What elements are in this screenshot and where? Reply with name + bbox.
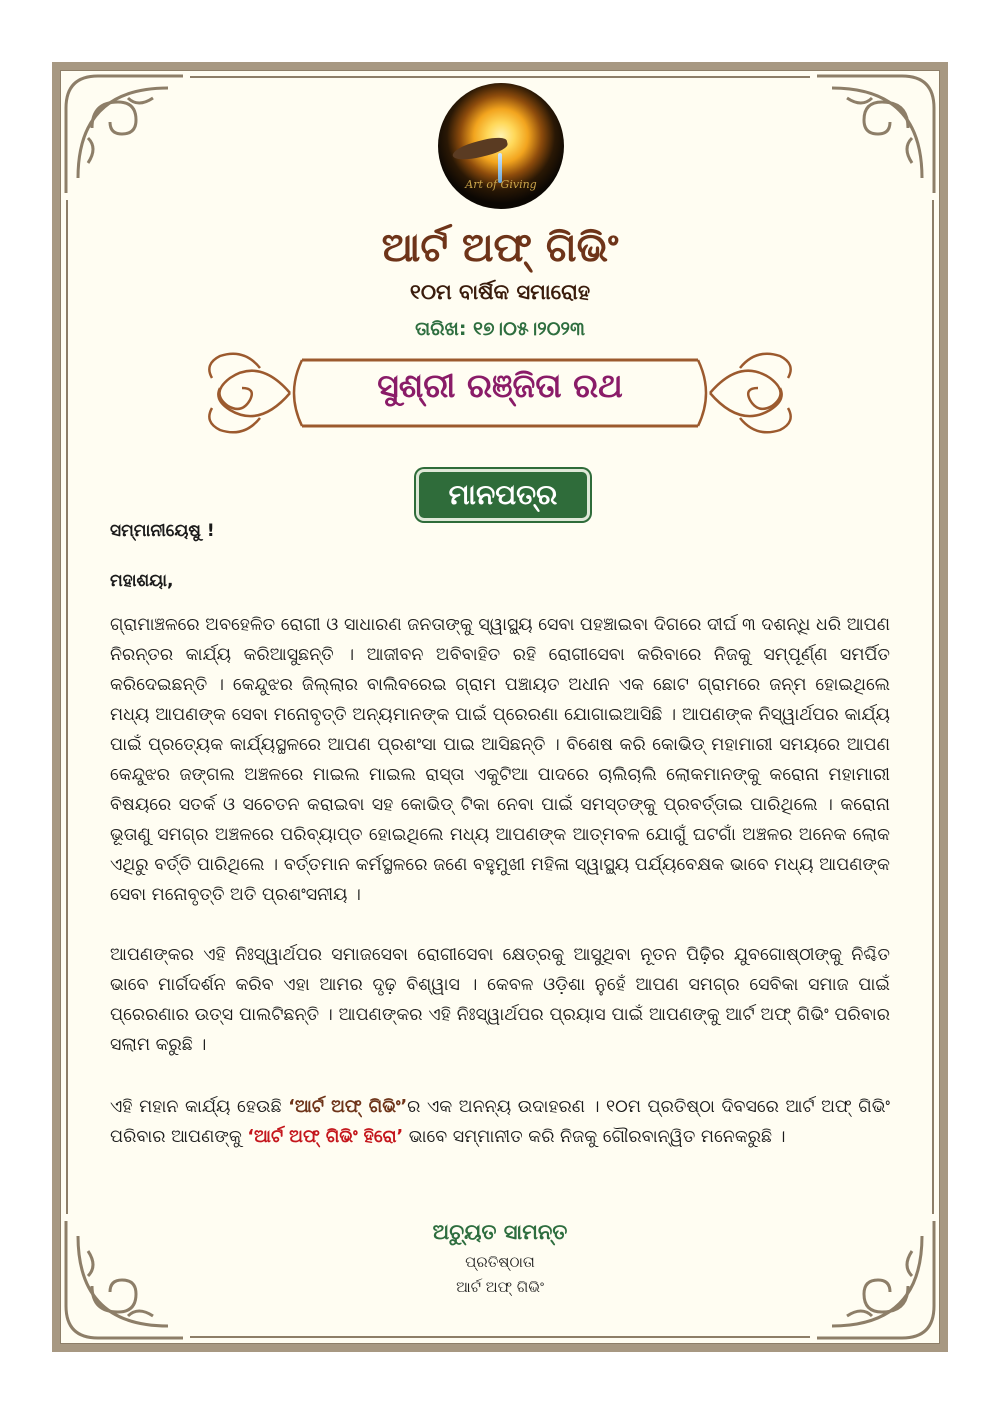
address-line: ମହାଶୟା,: [110, 571, 174, 591]
corner-ornament-top-left: [58, 68, 188, 198]
recipient-name: ସୁଶ୍ରୀ ରଞ୍ଜିତା ରଥ: [377, 366, 623, 405]
paragraph-3-part-2: ର ଏକ ଅନନ୍ୟ ଉଦାହରଣ । ୧୦ମ ପ୍ରତିଷ୍ଠା ଦିବସରେ ଆର୍ଟ ଅଫ୍ ଗିଭିଂ ପରିବାର ଆପଣଙ୍କୁ: [110, 1097, 890, 1147]
logo-text: Art of Giving: [465, 178, 537, 191]
frame-line-bottom: [190, 1336, 810, 1338]
paragraph-2: ଆପଣଙ୍କର ଏହି ନିଃସ୍ୱାର୍ଥପର ସମାଜସେବା ରୋଗୀସେବା କ୍ଷେତ୍ରକୁ ଆସୁଥିବା ନୂତନ ପିଢ଼ିର ଯୁବଗୋଷ୍ଠୀଙ୍କୁ ନିଶ୍ଚିତ ଭାବେ ମାର୍ଗଦର୍ଶନ କରିବ ଏହା ଆମର ଦୃଢ଼ ବିଶ୍ୱାସ । କେବଳ ଓଡ଼ିଶା ନୁହେଁ ଆପଣ ସମଗ୍ର ସେବିକା ସମାଜ ପାଇଁ ପ୍ରେରଣାର ଉତ୍ସ ପାଲଟିଛନ୍ତି । ଆପଣଙ୍କର ଏହି ନିଃସ୍ୱାର୍ଥପର ପ୍ରୟାସ ପାଇଁ ଆପଣଙ୍କୁ ଆର୍ଟ ଅଫ୍ ଗିଭିଂ ପରିବାର ସଲାମ କରୁଛି ।: [110, 945, 890, 1055]
signatory-organization: ଆର୍ଟ ଅଫ୍ ଗିଭିଂ: [456, 1278, 544, 1296]
certificate-badge: ମାନପତ୍ର: [416, 469, 590, 521]
event-subtitle: ୧୦ମ ବାର୍ଷିକ ସମାରୋହ: [409, 280, 591, 304]
signatory-name: ଅଚ୍ୟୁତ ସାମନ୍ତ: [432, 1220, 568, 1244]
highlight-hero-title: ‘ଆର୍ଟ ଅଫ୍ ଗିଭିଂ ହିରୋ’: [247, 1127, 404, 1147]
highlight-org-name: ‘ଆର୍ଟ ଅଫ୍ ଗିଭିଂ’: [288, 1097, 408, 1117]
frame-line-top: [190, 76, 810, 78]
paragraph-3: [110, 1092, 890, 1152]
paragraph-3-part-3: ଭାବେ ସମ୍ମାନୀତ କରି ନିଜକୁ ଗୌରବାନ୍ୱିତ ମନେକରୁଛି ।: [403, 1127, 786, 1147]
organization-title: ଆର୍ଟ ଅଫ୍ ଗିଭିଂ: [381, 225, 619, 271]
art-of-giving-logo: [438, 83, 564, 209]
paragraph-3-part-1: ଏହି ମହାନ କାର୍ଯ୍ୟ ହେଉଛି: [110, 1097, 289, 1117]
frame-line-right: [932, 200, 934, 1214]
event-date: ତାରିଖ: ୧୭।୦୫।୨୦୨୩: [415, 318, 585, 340]
salutation: ସମ୍ମାନୀୟେଷୁ !: [110, 521, 215, 541]
signatory-role: ପ୍ରତିଷ୍ଠାତା: [465, 1253, 535, 1271]
paragraph-1: ଗ୍ରାମାଞ୍ଚଳରେ ଅବହେଳିତ ରୋଗୀ ଓ ସାଧାରଣ ଜନତାଙ୍କୁ ସ୍ୱାସ୍ଥ୍ୟ ସେବା ପହଞ୍ଚାଇବା ଦିଗରେ ଦୀର୍ଘ ୩ ଦଶନ୍ଧି ଧରି ଆପଣ ନିରନ୍ତର କାର୍ଯ୍ୟ କରିଆସୁଛନ୍ତି । ଆଜୀବନ ଅବିବାହିତ ରହି ରୋଗୀସେବା କରିବାରେ ନିଜକୁ ସମ୍ପୂର୍ଣ୍ଣ ସମର୍ପିତ କରିଦେଇଛନ୍ତି । କେନ୍ଦୁଝର ଜିଲ୍ଲାର ବାଲିବରେଇ ଗ୍ରାମ ପଞ୍ଚାୟତ ଅଧୀନ ଏକ ଛୋଟ ଗ୍ରାମରେ ଜନ୍ମ ହୋଇଥିଲେ ମଧ୍ୟ ଆପଣଙ୍କ ସେବା ମନୋବୃତ୍ତି ଅନ୍ୟମାନଙ୍କ ପାଇଁ ପ୍ରେରଣା ଯୋଗାଇଆସିଛି । ଆପଣଙ୍କ ନିସ୍ୱାର୍ଥପର କାର୍ଯ୍ୟ ପାଇଁ ପ୍ରତ୍ୟେକ କାର୍ଯ୍ୟସ୍ଥଳରେ ଆପଣ ପ୍ରଶଂସା ପାଇ ଆସିଛନ୍ତି । ବିଶେଷ କରି କୋଭିଡ୍ ମହାମାରୀ ସମୟରେ ଆପଣ କେନ୍ଦୁଝର ଜଙ୍ଗଲ ଅଞ୍ଚଳରେ ମାଇଲ ମାଇଲ ରାସ୍ତା ଏକୁଟିଆ ପାଦରେ ଚାଲିଚାଲି ଲୋକମାନଙ୍କୁ କରୋନା ମହାମାରୀ ବିଷୟରେ ସତର୍କ ଓ ସଚେତନ କରାଇବା ସହ କୋଭିଡ୍ ଟିକା ନେବା ପାଇଁ ସମସ୍ତଙ୍କୁ ପ୍ରବର୍ତ୍ତାଇ ପାରିଥିଲେ । କରୋନା ଭୂତାଣୁ ସମଗ୍ର ଅଞ୍ଚଳରେ ପରିବ୍ୟାପ୍ତ ହୋଇଥିଲେ ମଧ୍ୟ ଆପଣଙ୍କ ଆତ୍ମବଳ ଯୋଗୁଁ ଘଟଗାଁ ଅଞ୍ଚଳର ଅନେକ ଲୋକ ଏଥିରୁ ବର୍ତ୍ତି ପାରିଥିଲେ । ବର୍ତ୍ତମାନ କର୍ମସ୍ଥଳରେ ଜଣେ ବହୁମୁଖୀ ମହିଳା ସ୍ୱାସ୍ଥ୍ୟ ପର୍ଯ୍ୟବେକ୍ଷକ ଭାବେ ମଧ୍ୟ ଆପଣଙ୍କ ସେବା ମନୋବୃତ୍ତି ଅତି ପ୍ରଶଂସନୀୟ ।: [110, 615, 890, 905]
frame-line-left: [66, 200, 68, 1214]
corner-ornament-top-right: [812, 68, 942, 198]
